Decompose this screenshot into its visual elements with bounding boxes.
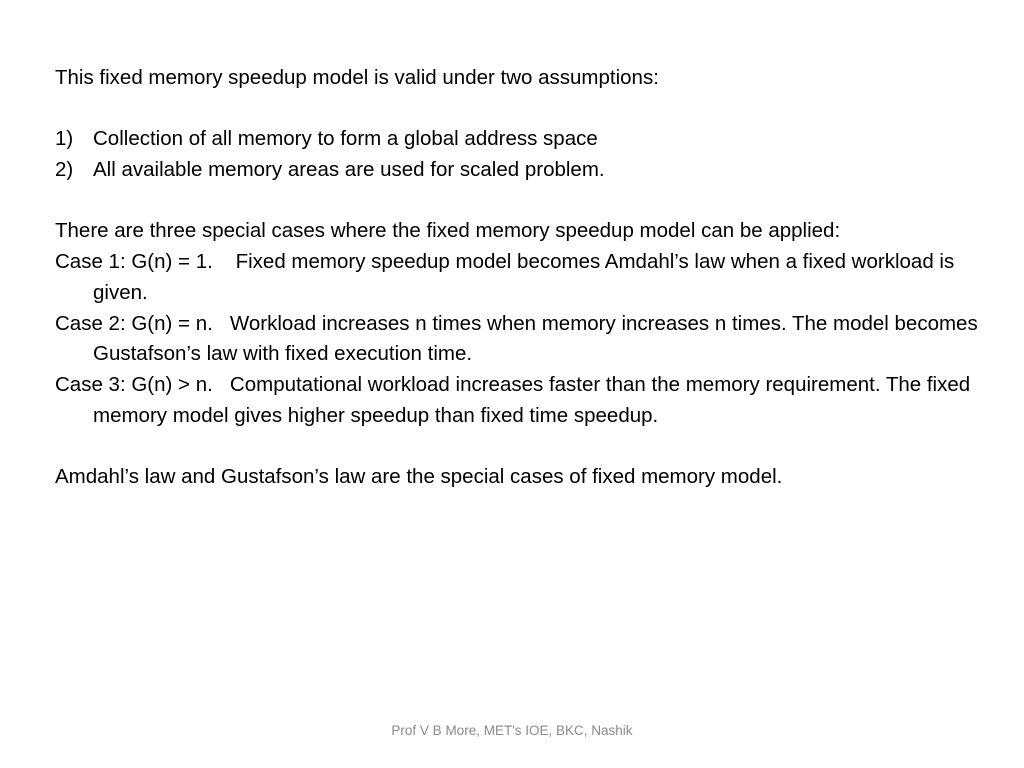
case-item: [55, 247, 995, 308]
case-text: Fixed memory speedup model becomes Amdahl’s law when a fixed workload is given.: [93, 250, 955, 304]
assumption-number: 2): [55, 158, 74, 182]
case-item: [55, 309, 995, 370]
case-item: [55, 370, 995, 431]
assumption-item: [55, 155, 995, 186]
assumption-text: All available memory areas are used for scaled problem.: [93, 158, 605, 182]
spacer: [55, 94, 995, 125]
spacer: [55, 186, 995, 217]
assumption-text: Collection of all memory to form a global address space: [93, 127, 598, 151]
assumptions-intro: This fixed memory speedup model is valid under two assumptions:: [55, 66, 659, 89]
case-text: Computational workload increases faster than the memory requirement. The fixed memory model gives higher speedup than fixed time speedup.: [93, 373, 971, 427]
case-label: Case 3: G(n) > n.: [55, 373, 213, 396]
conclusion: Amdahl’s law and Gustafson’s law are the special cases of fixed memory model.: [55, 465, 783, 489]
assumption-number: 1): [55, 127, 74, 151]
case-label: Case 2: G(n) = n.: [55, 311, 213, 335]
cases-intro: There are three special cases where the fixed memory speedup model can be applied:: [55, 219, 841, 243]
slide-body: [55, 63, 995, 493]
case-text: Workload increases n times when memory increases n times. The model becomes Gustafson’s law with fixed execution time.: [93, 311, 978, 366]
slide-footer: Prof V B More, MET's IOE, BKC, Nashik: [391, 723, 633, 738]
case-label: Case 1: G(n) = 1.: [55, 250, 213, 274]
spacer: [55, 431, 995, 462]
assumption-item: [55, 124, 995, 155]
